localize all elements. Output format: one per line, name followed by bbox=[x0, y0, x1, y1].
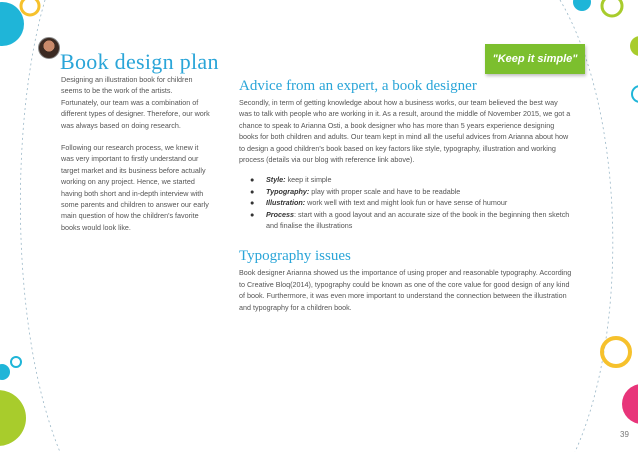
list-item bbox=[239, 209, 572, 232]
dashed-arc-left bbox=[20, 0, 60, 452]
bullet-term: Process bbox=[266, 209, 294, 219]
list-item bbox=[239, 186, 572, 197]
bullet-icon: ● bbox=[250, 209, 255, 219]
left-paragraph: Designing an illustration book for children seems to be the work of the artists. Fortunately, our team was a combination of different types of designer. Therefore, our work was always based on doing research. bbox=[61, 75, 210, 130]
ring-cyan-right bbox=[632, 86, 638, 102]
bullet-icon: ● bbox=[250, 175, 255, 185]
bullet-icon: ● bbox=[250, 198, 255, 208]
ring-yellow-topleft bbox=[21, 0, 39, 15]
typography-section bbox=[239, 248, 572, 313]
keep-it-simple-callout: "Keep it simple" bbox=[485, 44, 585, 74]
bullet-term: Illustration: bbox=[266, 198, 306, 208]
ring-yellow-bottomright bbox=[602, 338, 630, 366]
page-title: Book design plan bbox=[60, 48, 219, 74]
bullet-term: Style: bbox=[266, 175, 286, 185]
list-item bbox=[239, 197, 572, 208]
bullet-icon: ● bbox=[250, 186, 255, 196]
bullet-text: play with proper scale and have to be readable bbox=[309, 186, 461, 196]
section-heading-typography: Typography issues bbox=[239, 248, 351, 265]
advice-list bbox=[239, 174, 572, 231]
circle-cyan-left bbox=[0, 364, 10, 380]
circle-cyan-topleft bbox=[0, 2, 24, 46]
ring-lime-topright bbox=[602, 0, 622, 16]
left-paragraph: Following our research process, we knew it was very important to firstly understand our target market and its business before actually working on any project. Hence, we started having both short and in-depth interview with some parents and children to answer our early main question of how the children's favorite books would look like. bbox=[61, 143, 209, 232]
list-item bbox=[239, 174, 572, 185]
right-column bbox=[239, 78, 572, 313]
bullet-term: Typography: bbox=[266, 186, 310, 196]
avatar bbox=[38, 37, 60, 59]
circle-lime-bottomleft bbox=[0, 390, 26, 446]
circle-pink-bottomright bbox=[622, 384, 638, 424]
left-column bbox=[61, 74, 211, 244]
circle-lime-right bbox=[630, 36, 638, 56]
circle-cyan-topright bbox=[573, 0, 591, 11]
section-body-expert: Secondly, in term of getting knowledge about how a business works, our team believed the best way was to talk with people who are working in it. As a result, around the middle of November 2015, we got a chance to speak to Arianna Osti, a book designer who has more than 5 years experience designing books for both children and adults. Our team kept in mind all the useful advices from Arianna about how to design a good children's book based on key factors like style, typography, illustration and working process (details via our blog with reference link above). bbox=[239, 98, 571, 165]
bullet-text: work well with text and might look fun or have sense of humour bbox=[305, 198, 508, 208]
section-body-typography: Book designer Arianna showed us the importance of using proper and reasonable typography. According to Creative Bloq(2014), typography could be known as one of the core value for good design of any kind of book. Furthermore, it was even more important to understand the connection between the illustration and typography for a children book. bbox=[239, 268, 572, 312]
section-heading-expert: Advice from an expert, a book designer bbox=[239, 78, 477, 94]
page-number: 39 bbox=[620, 430, 629, 439]
bullet-text: : start with a good layout and an accurate size of the book in the beginning then sketch and finalise the illustrations bbox=[266, 209, 570, 231]
bullet-text: keep it simple bbox=[285, 175, 332, 185]
ring-cyan-left bbox=[11, 357, 21, 367]
